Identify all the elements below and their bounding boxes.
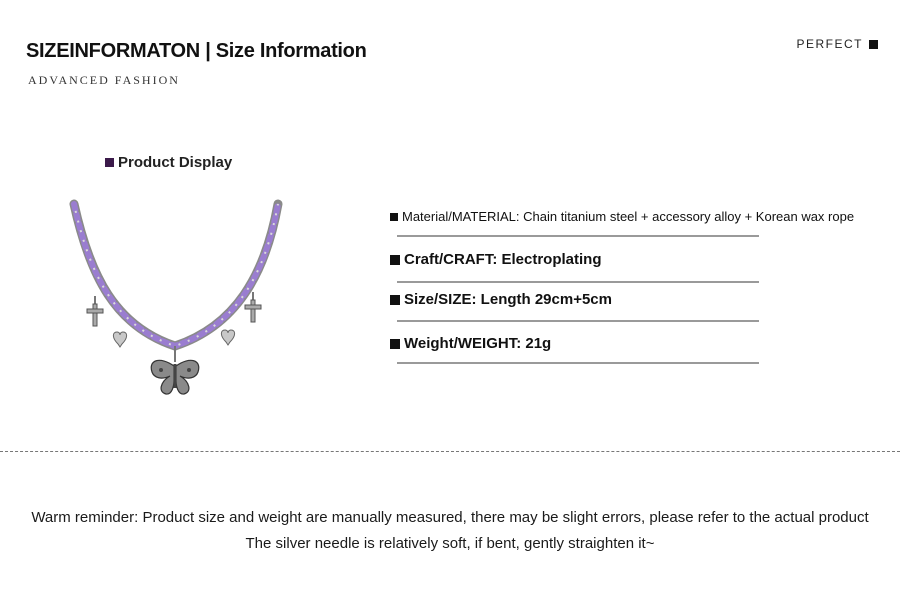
square-bullet-icon xyxy=(390,213,398,221)
spec-divider xyxy=(397,281,759,283)
butterfly-charm xyxy=(151,346,199,394)
perfect-tag xyxy=(796,37,878,51)
square-bullet-icon xyxy=(390,255,400,265)
dashed-divider xyxy=(0,451,900,452)
perfect-tag-label: PERFECT xyxy=(796,37,863,51)
spec-divider xyxy=(397,235,759,237)
spec-weight xyxy=(390,335,551,352)
square-bullet-icon xyxy=(390,339,400,349)
heart-charm-right xyxy=(221,330,234,345)
product-display-heading xyxy=(105,154,232,171)
heart-charm-left xyxy=(113,332,126,347)
warm-reminder: Warm reminder: Product size and weight are manually measured, there may be slight errors, please refer to the actual product xyxy=(31,509,869,526)
spec-divider xyxy=(397,362,759,364)
page-subtitle: ADVANCED FASHION xyxy=(28,73,180,87)
square-icon xyxy=(869,40,878,49)
spec-weight-text: Weight/WEIGHT: 21g xyxy=(404,335,552,352)
spec-material xyxy=(390,209,854,224)
spec-divider xyxy=(397,320,759,322)
page-title: SIZEINFORMATON | Size Information xyxy=(26,40,367,62)
spec-craft-text: Craft/CRAFT: Electroplating xyxy=(404,251,602,268)
spec-size-text: Size/SIZE: Length 29cm+5cm xyxy=(404,291,612,308)
spec-size xyxy=(390,291,612,308)
spec-craft xyxy=(390,251,602,268)
square-bullet-icon xyxy=(105,158,114,167)
necklace-product-image xyxy=(60,196,290,406)
care-note: The silver needle is relatively soft, if bent, gently straighten it~ xyxy=(245,535,655,552)
product-display-label: Product Display xyxy=(118,154,233,171)
square-bullet-icon xyxy=(390,295,400,305)
cross-charm-left xyxy=(87,296,103,326)
spec-material-text: Material/MATERIAL: Chain titanium steel + accessory alloy + Korean wax rope xyxy=(402,209,855,224)
